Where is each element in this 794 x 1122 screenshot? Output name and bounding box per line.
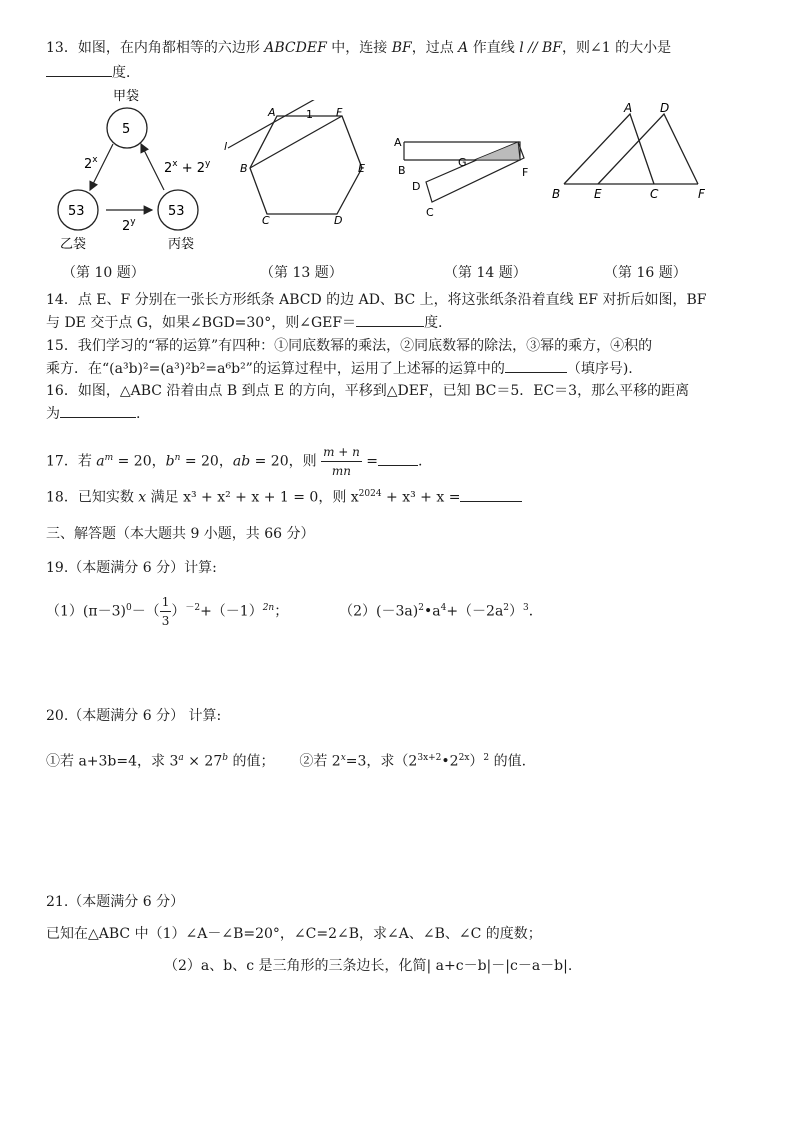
q20-head: 20.（本题满分 6 分） 计算: — [46, 708, 222, 724]
label-f: F — [698, 187, 705, 201]
label-f: F — [336, 106, 343, 119]
q15-line2: 乘方．在“(a³b)²=(a³)²b²=a⁶b²”的运算过程中，运用了上述幂的运算中的 （填序号). — [46, 358, 633, 379]
hexagon-abcdef — [250, 116, 362, 214]
caption-fig16: （第 16 题） — [604, 265, 687, 281]
arrow-right-label: $2^x + 2^y$ — [164, 159, 211, 176]
q21-head: 21.（本题满分 6 分） — [46, 894, 185, 910]
caption-fig10: （第 10 题） — [62, 265, 145, 281]
triangle-def — [598, 114, 698, 184]
bag-yi-value: 53 — [68, 204, 85, 219]
label-d: D — [660, 101, 670, 115]
q16-line1: 16．如图，△ABC 沿着由点 B 到点 E 的方向，平移到△DEF，已知 BC＝5．EC＝3，那么平移的距离 — [46, 383, 690, 399]
q21-line1: 已知在△ABC 中（1）∠A－∠B=20°，∠C=2∠B，求∠A、∠B、∠C 的度数； — [46, 926, 542, 942]
q16-line2: 为 . — [46, 403, 140, 424]
label-c: C — [650, 187, 659, 201]
label-b: B — [552, 187, 561, 201]
label-a: A — [394, 136, 402, 149]
bag-bing-value: 53 — [168, 204, 185, 219]
label-e: E — [594, 187, 602, 201]
label-c: C — [262, 214, 270, 226]
label-l: l — [224, 140, 228, 153]
arrow-bing-to-jia — [141, 144, 164, 190]
bag-jia-label: 甲袋 — [113, 89, 140, 104]
label-d: D — [334, 214, 343, 226]
label-b: B — [398, 164, 406, 177]
fraction-one-third: $\frac{1}{3}$ — [161, 595, 170, 629]
label-a: A — [268, 106, 276, 119]
caption-fig13: （第 13 题） — [260, 265, 343, 281]
figure-13 — [222, 100, 372, 226]
answer-blank[interactable] — [460, 487, 522, 502]
triangle-abc — [564, 114, 654, 184]
q13-line1: 13．如图，在内角都相等的六边形 ABCDEF 中，连接 BF，过点 A 作直线 l // BF，则∠1 的大小是 — [46, 40, 672, 56]
q15-line1: 15．我们学习的“幂的运算”有四种：①同底数幂的乘法，②同底数幂的除法，③幂的乘方，④积的 — [46, 338, 653, 354]
label-1: 1 — [306, 108, 313, 121]
shaded-overlap — [474, 142, 520, 160]
answer-blank[interactable] — [46, 62, 112, 77]
arrow-bottom-label: 2$^y$ — [122, 217, 136, 234]
q19-head: 19.（本题满分 6 分）计算: — [46, 560, 217, 576]
caption-fig14: （第 14 题） — [444, 265, 527, 281]
arrow-left-label: 2$^x$ — [84, 155, 98, 172]
label-d: D — [412, 180, 421, 193]
arrow-jia-to-yi — [90, 144, 113, 190]
figure-16 — [548, 100, 718, 205]
q13-line2: 度． — [46, 62, 140, 83]
q14-line1: 14．点 E、F 分别在一张长方形纸条 ABCD 的边 AD、BC 上，将这张纸条沿着直线 EF 对折后如图，BF — [46, 292, 707, 308]
q17-line: 17．若 $a^m = 20$，$b^n = 20$，ab = 20，则 $\frac{m + n}{mn}$ = . — [46, 445, 423, 479]
label-c: C — [426, 206, 434, 219]
answer-blank[interactable] — [60, 403, 136, 418]
q19-parts: $(1)(\pi-3)^0-$（ $\frac{1}{3}$ ）$^{-2}+(-1)^{2n}$； $(2)(-3a)^2•a^4+(-2a^2)^3$． — [46, 595, 543, 629]
answer-blank[interactable] — [505, 358, 567, 373]
bag-bing-label: 丙袋 — [168, 237, 195, 252]
bag-yi-label: 乙袋 — [60, 237, 87, 252]
label-a: A — [624, 101, 633, 115]
q20-parts: ①若 a+3b=4，求 $3^a \times 27^b$ 的值； ②若 $2^x=3$，求$(2^{3x+2}•2^{2x})^2$ 的值. — [46, 753, 527, 770]
figure-10 — [40, 86, 240, 252]
q14-line2: 与 DE 交于点 G，如果∠BGD=30°，则∠GEF＝ 度. — [46, 312, 443, 333]
q21-line2: （2）a、b、c 是三角形的三条边长，化简| a+c－b|－|c－a－b|. — [164, 958, 573, 974]
answer-blank[interactable] — [378, 451, 418, 466]
answer-blank[interactable] — [356, 312, 424, 327]
bag-jia-value: 5 — [122, 122, 131, 137]
fraction-m-plus-n-over-mn: $\frac{m + n}{mn}$ — [323, 445, 360, 479]
q18-line: 18．已知实数 x 满足 x³ + x² + x + 1 = 0，则 $x^{2024} + x^3 + x$ = — [46, 484, 522, 508]
label-g: G — [458, 156, 467, 169]
label-b: B — [240, 162, 248, 175]
label-f: F — [522, 166, 529, 179]
section3-title: 三、解答题（本大题共 9 小题，共 66 分） — [46, 526, 315, 542]
figure-14 — [392, 130, 542, 220]
label-e: E — [358, 162, 365, 175]
